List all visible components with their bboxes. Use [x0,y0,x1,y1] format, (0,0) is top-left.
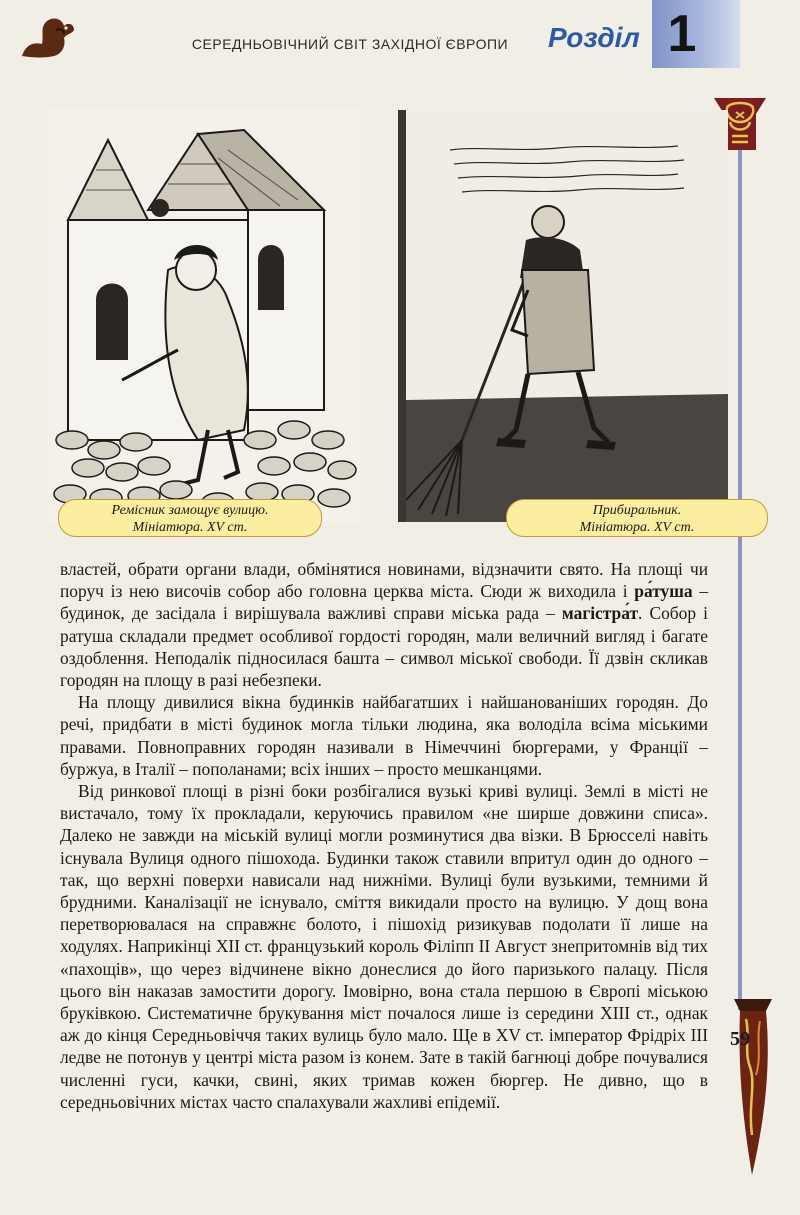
page-number: 59 [730,1028,750,1050]
street-sweeper-miniature [398,110,728,522]
text-run: властей, обрати органи влади, обмінятися новинами, відзначити свято. На площі чи поруч із нею височів собор або головна церква міста. Сюди ж виходила і [60,559,708,602]
squirrel-logo-icon [16,8,80,64]
text-run: Від ринкової площі в різні боки розбігалися вузькі криві вулиці. Землі в місті не вистачало, тому їх прокладали, керуючись правилом «не ширше довжини списа». Далеко не завжди на міській вулиці могли розминутися два візки. В Брюсселі навіть існувала Вулиця одного пішохода. Будинки також ставили впритул один до одного – так, що верхні поверхи нависали над нижніми. Вулиці були вузькими, темними й брудними. Каналізації не існувало, сміття викидали просто на вулицю. У дощ вона перетворювалася на справжнє болото, і пішохід ризикував подолати її лише на ходулях. Наприкінці XII ст. французький король Філіпп II Август знепритомнів від тих «пахощів», що через відчинене вікно донеслися до його паризького палацу. Після цього він наказав замостити дорогу. Імовірно, вона стала першою в Європі міською бруківкою. Систематичне брукування міст почалося лише із середини XIII ст., однак аж до кінця Середньовіччя таких вулиць було мало. Ще в XV ст. імператор Фрідріх III ледве не потонув у центрі міста разом із конем. Зате в такій багнюці добре почувалися численні гуси, качки, свині, яких тримав кожен бюргер. Не дивно, що в середньовічних містах часто спалахували жахливі епідемії. [60,781,708,1112]
text-run: . Собор і ратуша складали предмет особливої гордості городян, мали величний вигляд і багате оздоблення. Неподалік підносилася башта – символ міської свободи. Її дзвін скликав городян на площу в разі небезпеки. [60,603,708,691]
caption-line: Ремісник замощує вулицю. [111,503,269,518]
paragraph [60,691,708,780]
page-header [0,0,800,76]
paragraph [60,780,708,1113]
body-text [60,558,708,1113]
dagger-ornament-icon [730,995,776,1180]
caption-line: Мініатюра. XV ст. [132,520,248,535]
caption-line: Мініатюра. XV ст. [579,520,695,535]
figure-caption-right [506,499,768,537]
craftsman-paving-miniature [48,110,360,522]
section-number: 1 [667,5,697,63]
figure-caption-left [58,499,322,537]
header-title: СЕРЕДНЬОВІЧНИЙ СВІТ ЗАХІДНОЇ ЄВРОПИ [191,36,509,52]
section-label: Розділ [548,22,640,53]
term-magistrat: магістра́т [561,603,638,624]
margin-rule [738,140,742,1010]
text-run: – будинок, де засідала і вирішувала важливі справи міська рада – [60,581,709,624]
term-ratusha: ра́туша [634,581,693,602]
text-run: На площу дивилися вікна будинків найбагатших і найшанованіших городян. До речі, придбати в місті будинок могла тільки людина, яка володіла всіма міськими правами. Повноправних городян називали в Німеччині бюргерами, у Франції – буржуа, в Італії – пополанами; всіх інших – просто мешканцями. [60,692,708,779]
paragraph [60,558,708,691]
caption-line: Прибиральник. [592,503,682,518]
